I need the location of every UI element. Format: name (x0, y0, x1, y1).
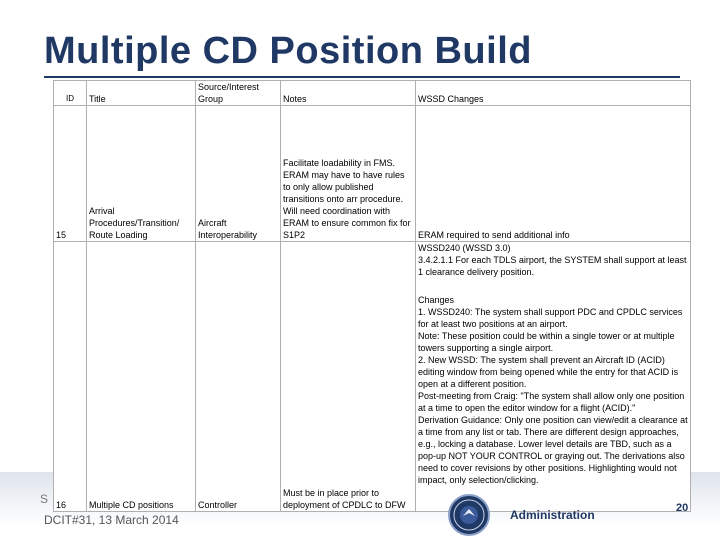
cell-notes: Facilitate loadability in FMS. ERAM may have to have rules to only allow published transitions onto arr procedure. Will need coordination with ERAM to ensure common fix for S1P2 (281, 106, 416, 242)
wssd-requirement: WSSD240 (WSSD 3.0) 3.4.2.1.1 For each TDLS airport, the SYSTEM shall support at least 1 clearance delivery position. (418, 243, 687, 277)
cell-source: Controller (196, 242, 281, 512)
meeting-label: DCIT#31, 13 March 2014 (44, 513, 179, 527)
table-row (54, 106, 691, 242)
cell-wssd: ERAM required to send additional info (416, 106, 691, 242)
requirements-table (53, 80, 691, 512)
header-wssd-changes: WSSD Changes (416, 81, 691, 106)
table-header-row (54, 81, 691, 106)
wssd-changes-text: Changes 1. WSSD240: The system shall support PDC and CPDLC services for at least two positions at an airport. Note: These position could be within a single tower or at multiple towers supporting a single airport. 2. New WSSD: The system shall prevent an Aircraft ID (ACID) editing window from being opened while the entry for that ACID is open at a different position. Post-meeting from Craig: "The system shall allow only one position at a time to open the editor window for a flight (ACID)." Derivation Guidance: Only one position can view/edit a clearance at a time from any list or tab. There are different design approaches, e.g., locking a database. Lower level details are TBD, such as a pop-up NOT YOUR CONTROL or graying out. The derivations also need to cover revisions by other positions. Highlighting would not impact, only selection/clicking. (418, 295, 688, 485)
header-title: Title (87, 81, 196, 106)
cell-notes: Must be in place prior to deployment of CPDLC to DFW (281, 242, 416, 512)
cell-source: Aircraft Interoperability (196, 106, 281, 242)
slide-title: Multiple CD Position Build (44, 30, 532, 72)
footer-fragment: S (40, 492, 49, 506)
header-source: Source/Interest Group (196, 81, 281, 106)
header-notes: Notes (281, 81, 416, 106)
cell-title: Arrival Procedures/Transition/ Route Loading (87, 106, 196, 242)
header-id: ID (54, 81, 87, 106)
page-number: 20 (676, 502, 689, 514)
cell-title: Multiple CD positions (87, 242, 196, 512)
cell-id: 15 (54, 106, 87, 242)
table-row (54, 242, 691, 512)
cell-id: 16 (54, 242, 87, 512)
title-divider (44, 76, 680, 78)
organization-label: Administration (510, 508, 595, 522)
agency-seal-icon (448, 494, 490, 536)
cell-wssd (416, 242, 691, 512)
